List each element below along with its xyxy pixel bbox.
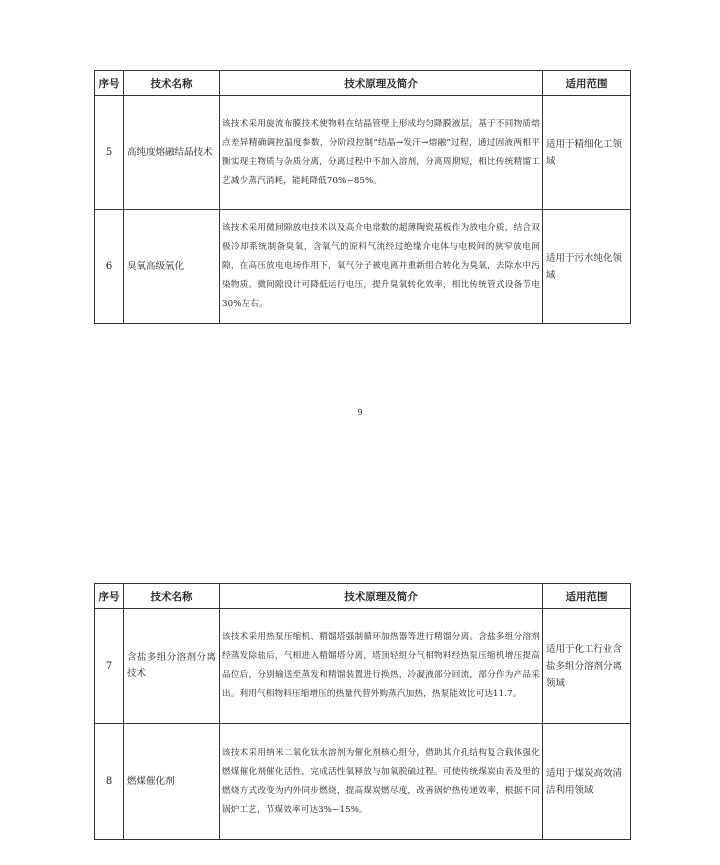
tech-scope: 适用于煤炭高效清洁利用领域 [543,724,631,840]
tech-description: 该技术采用热泵压缩机、精馏塔强制循环加热器等进行精馏分离。含盐多组分溶剂经蒸发除盐后，气相进入精馏塔分离，塔顶轻组分气相物料经热泵压缩机增压提高品位后，分别输送至蒸发和精馏装置进行换热，冷凝液部分回流，部分作为产品采出。利用气相物料压缩增压的热量代替外购蒸汽加热，热泵能效比可达11.7。 [220,609,543,724]
tech-description: 该技术采用微间隙放电技术以及高介电常数的超薄陶瓷基板作为放电介质，结合双极冷却系统制备臭氧，含氧气的原料气流经过绝缘介电体与电极间的狭窄放电间隙，在高压放电电场作用下，氧气分子被电离并重新组合转化为臭氧，去除水中污染物质。微间隙设计可降低运行电压，提升臭氧转化效率，相比传统管式设备节电30%左右。 [220,210,543,324]
table-row [95,724,631,840]
table-header-row [95,71,631,96]
header-name: 技术名称 [124,584,220,609]
table-row [95,210,631,324]
table-header-row [95,584,631,609]
header-principle: 技术原理及简介 [220,584,543,609]
tech-name: 臭氧高级氧化 [124,210,220,324]
page-number: 9 [357,408,363,417]
row-number: 8 [95,724,124,840]
row-number: 7 [95,609,124,724]
table-row [95,609,631,724]
tech-table-bottom [94,583,631,840]
tech-name: 燃煤催化剂 [124,724,220,840]
table-row [95,96,631,210]
tech-scope: 适用于精细化工领域 [543,96,631,210]
tech-description: 该技术采用纳米二氧化钛水溶剂为催化剂核心组分，借助其介孔结构复合载体强化燃煤催化剂催化活性，完成活性氧释放与加氧脱硫过程。可使传统煤炭由表及里的燃烧方式改变为内外同步燃烧，提高煤炭燃尽度，改善锅炉热传递效率，根据不同锅炉工艺，节煤效率可达3%~15%。 [220,724,543,840]
tech-name: 含盐多组分溶剂分离技术 [124,609,220,724]
tech-table-top [94,70,631,324]
tech-scope: 适用于化工行业含盐多组分溶剂分离领域 [543,609,631,724]
header-scope: 适用范围 [543,584,631,609]
header-scope: 适用范围 [543,71,631,96]
header-name: 技术名称 [124,71,220,96]
header-no: 序号 [95,71,124,96]
tech-description: 该技术采用旋流布膜技术使物料在结晶管壁上形成均匀降膜液层，基于不同物质熔点差异精确调控温度参数，分阶段控制“结晶→发汗→熔融”过程，通过固液两相平衡实现主物质与杂质分离，分离过程中不加入溶剂，分离周期短，相比传统精馏工艺减少蒸汽消耗，能耗降低70%~85%。 [220,96,543,210]
row-number: 6 [95,210,124,324]
row-number: 5 [95,96,124,210]
tech-scope: 适用于污水纯化领域 [543,210,631,324]
header-principle: 技术原理及简介 [220,71,543,96]
tech-name: 高纯度熔融结晶技术 [124,96,220,210]
header-no: 序号 [95,584,124,609]
